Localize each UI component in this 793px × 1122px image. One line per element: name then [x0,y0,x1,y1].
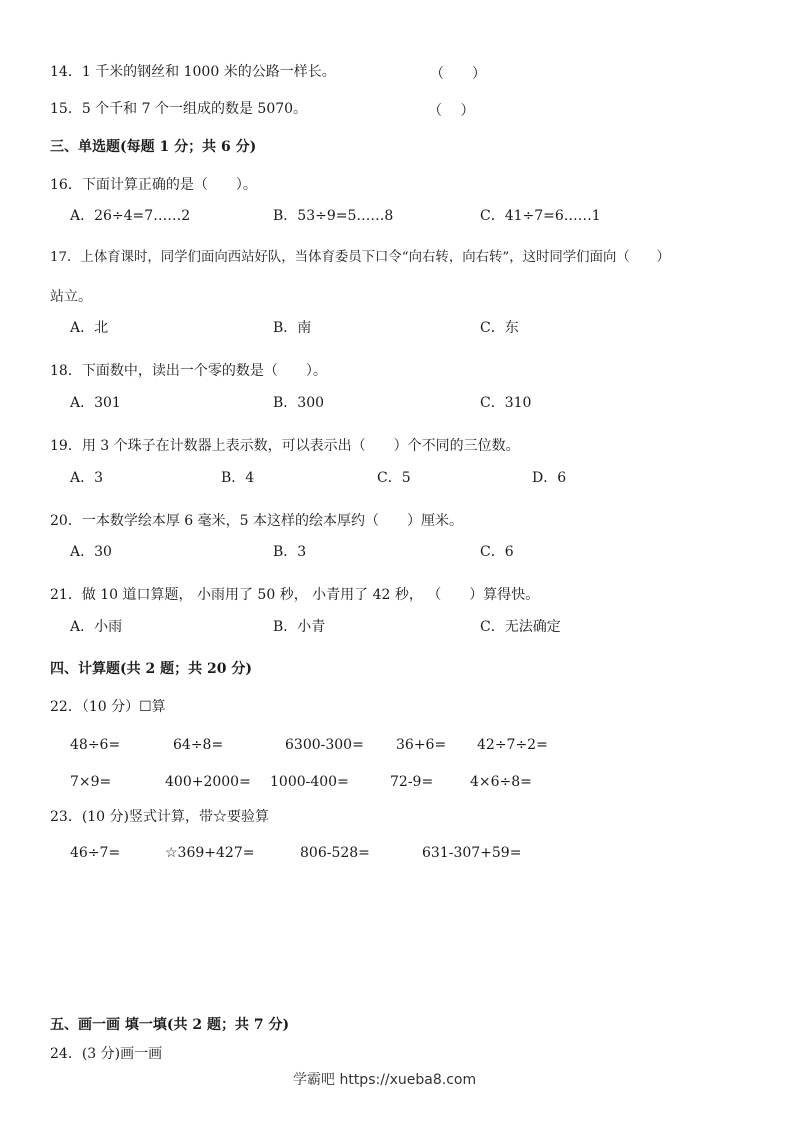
q18-option-a: A．301 [70,395,121,411]
question-17-cont: 站立。 [50,289,92,305]
q20-option-a: A．30 [70,544,112,560]
q16-option-b: B．53÷9=5……8 [273,208,394,224]
q16-option-c: C．41÷7=6……1 [480,208,601,224]
q22-item: 7×9= [70,774,112,790]
q21-option-c: C．无法确定 [480,619,561,635]
q22-item: 1000-400= [270,774,349,790]
question-24: 24．(3 分)画一画 [50,1046,163,1062]
question-20: 20．一本数学绘本厚 6 毫米，5 本这样的绘本厚约（ ）厘米。 [50,513,463,529]
q18-option-b: B．300 [273,395,325,411]
q19-option-c: C．5 [377,470,411,486]
q23-item: 631-307+59= [422,845,522,861]
q21-option-b: B．小青 [273,619,326,635]
question-16: 16．下面计算正确的是（ ）。 [50,177,257,193]
q20-option-c: C．6 [480,544,514,560]
q23-item: ☆369+427= [165,845,255,861]
question-21: 21．做 10 道口算题， 小雨用了 50 秒， 小青用了 42 秒， （ ）算得快。 [50,587,540,603]
q22-item: 42÷7÷2= [477,737,548,753]
question-15: 15．5 个千和 7 个一组成的数是 5070。 [50,101,308,117]
q19-option-d: D．6 [532,470,567,486]
section-5-title: 五、画一画 填一填(共 2 题；共 7 分) [50,1017,290,1033]
q17-option-c: C．东 [480,320,519,336]
q16-option-a: A．26÷4=7……2 [70,208,191,224]
q22-item: 4×6÷8= [470,774,532,790]
question-19: 19．用 3 个珠子在计数器上表示数，可以表示出（ ）个不同的三位数。 [50,438,520,454]
q19-option-b: B．4 [221,470,255,486]
q23-item: 806-528= [300,845,370,861]
question-22: 22．（10 分）☐算 [50,699,166,715]
question-23: 23．(10 分)竖式计算，带☆要验算 [50,809,270,825]
q17-option-a: A．北 [70,320,109,336]
answer-paren-15: （ ） [428,103,475,119]
answer-paren-14: （ ） [430,66,486,82]
q22-item: 64÷8= [173,737,224,753]
q20-option-b: B．3 [273,544,307,560]
q21-option-a: A．小雨 [70,619,123,635]
q22-item: 48÷6= [70,737,121,753]
q22-item: 36+6= [396,737,447,753]
q22-item: 6300-300= [285,737,364,753]
section-4-title: 四、计算题(共 2 题；共 20 分) [50,661,252,677]
q18-option-c: C．310 [480,395,532,411]
q17-option-b: B．南 [273,320,312,336]
q22-item: 400+2000= [165,774,251,790]
footer-watermark: 学霸吧 https://xueba8.com [293,1072,477,1088]
question-17: 17．上体育课时，同学们面向西站好队，当体育委员下口令“向右转，向右转”，这时同学们面向（ ） [50,250,670,265]
q22-item: 72-9= [390,774,434,790]
section-3-title: 三、单选题(每题 1 分；共 6 分) [50,139,257,155]
question-14: 14．1 千米的钢丝和 1000 米的公路一样长。 [50,64,336,80]
question-18: 18．下面数中，读出一个零的数是（ ）。 [50,363,327,379]
q19-option-a: A．3 [70,470,104,486]
q23-item: 46÷7= [70,845,121,861]
